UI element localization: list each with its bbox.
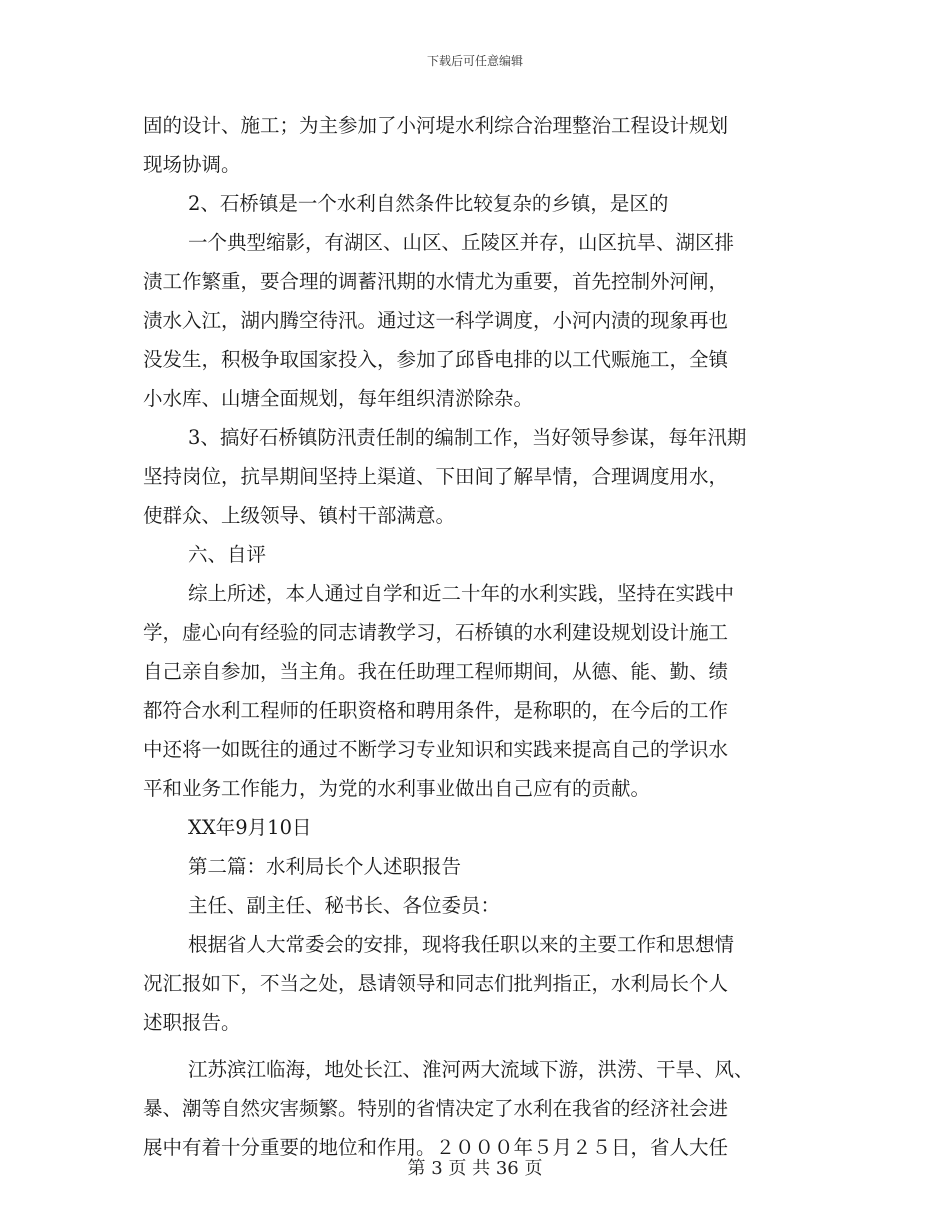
text-line: 坚持岗位，抗旱期间坚持上渠道、下田间了解旱情，合理调度用水，: [143, 465, 729, 488]
text-line: 渍工作繁重，要合理的调蓄汛期的水情尤为重要，首先控制外河闸，: [143, 270, 729, 293]
text-line: 平和业务工作能力，为党的水利事业做出自己应有的贡献。: [143, 777, 651, 800]
text-line: 根据省人大常委会的安排，现将我任职以来的主要工作和思想情: [188, 933, 735, 956]
page-number: 第 3 页 共 36 页: [407, 1158, 543, 1179]
chapter-title: 第二篇：水利局长个人述职报告: [188, 855, 462, 878]
text-line: 自己亲自参加，当主角。我在任助理工程师期间，从德、能、勤、绩: [143, 660, 729, 683]
text-line: 展中有着十分重要的地位和作用。２０００年５月２５日，省人大任: [143, 1136, 729, 1159]
text-line: 都符合水利工程师的任职资格和聘用条件，是称职的，在今后的工作: [143, 699, 729, 722]
text-line: 一个典型缩影，有湖区、山区、丘陵区并存，山区抗旱、湖区排: [188, 231, 735, 254]
text-line: 中还将一如既往的通过不断学习专业知识和实践来提高自己的学识水: [143, 738, 729, 761]
text-line: 使群众、上级领导、镇村干部满意。: [143, 504, 456, 527]
page-header-note: 下载后可任意编辑: [426, 54, 523, 68]
text-line: 江苏滨江临海，地处长江、淮河两大流域下游，洪涝、干旱、风、: [188, 1058, 754, 1081]
text-line: 小水库、山塘全面规划，每年组织清淤除杂。: [143, 387, 534, 410]
text-line: 综上所述，本人通过自学和近二十年的水利实践，坚持在实践中: [188, 582, 735, 605]
text-line: 况汇报如下，不当之处，恳请领导和同志们批判指正，水利局长个人: [143, 972, 729, 995]
salutation: 主任、副主任、秘书长、各位委员：: [188, 894, 501, 917]
document-body: [143, 106, 813, 1167]
text-line: 3、搞好石桥镇防汛责任制的编制工作，当好领导参谋，每年汛期: [188, 426, 747, 449]
section-heading: 六、自评: [188, 543, 267, 566]
text-line: 述职报告。: [143, 1011, 241, 1034]
text-line: 暴、潮等自然灾害频繁。特别的省情决定了水利在我省的经济社会进: [143, 1097, 729, 1120]
text-line: 固的设计、施工；为主参加了小河堤水利综合治理整治工程设计规划: [143, 114, 729, 137]
date-line: XX年9月10日: [188, 816, 312, 839]
text-line: 渍水入江，湖内腾空待汛。通过这一科学调度，小河内渍的现象再也: [143, 309, 729, 332]
text-line: 学，虚心向有经验的同志请教学习，石桥镇的水利建设规划设计施工: [143, 621, 729, 644]
text-line: 2、石桥镇是一个水利自然条件比较复杂的乡镇，是区的: [188, 192, 669, 215]
text-line: 没发生，积极争取国家投入，参加了邱昏电排的以工代赈施工，全镇: [143, 348, 729, 371]
text-line: 现场协调。: [143, 153, 241, 176]
